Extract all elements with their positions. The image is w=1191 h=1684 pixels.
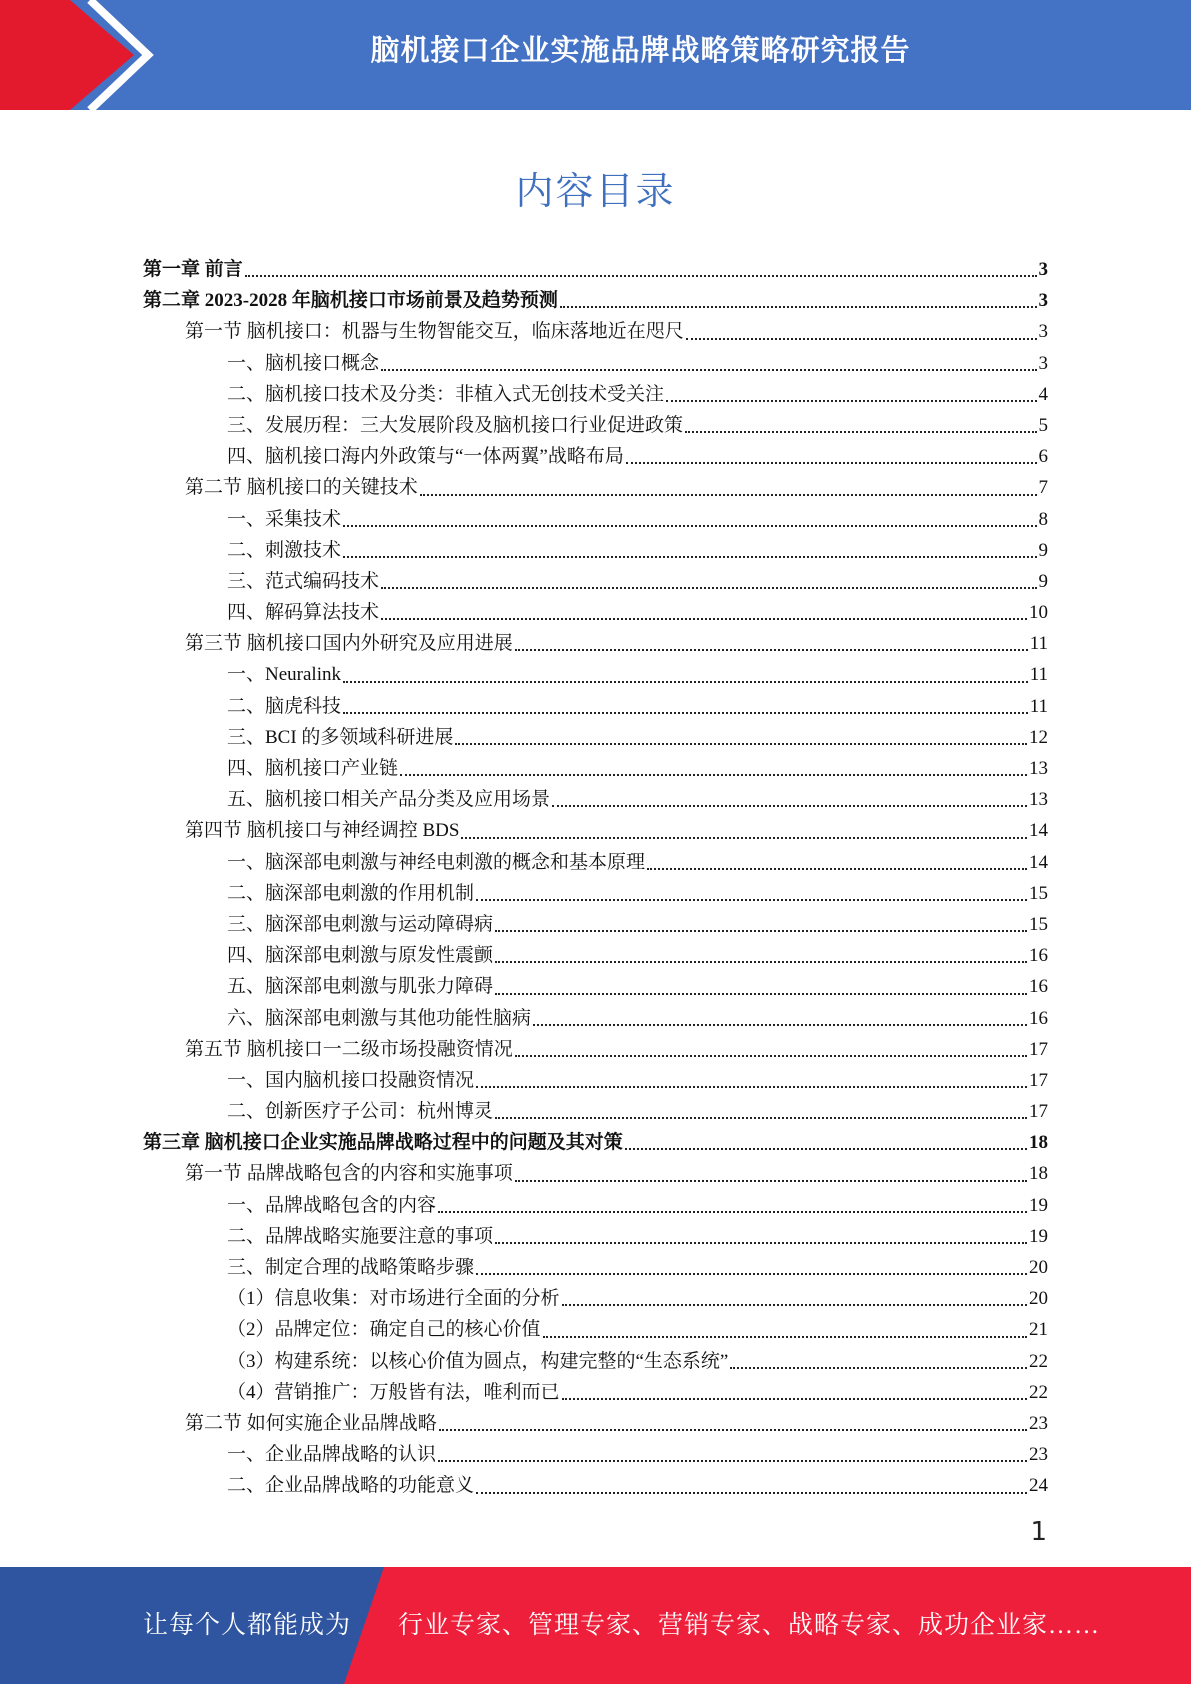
toc-entry[interactable] (143, 1408, 1048, 1439)
toc-leader-dots (381, 369, 1036, 371)
toc-entry-page: 13 (1029, 758, 1048, 779)
toc-leader-dots (420, 494, 1037, 496)
toc-entry[interactable] (143, 1314, 1048, 1345)
toc-entry-page: 22 (1029, 1381, 1048, 1403)
toc-entry[interactable] (143, 379, 1048, 410)
toc-entry-label: （3）构建系统：以核心价值为圆点，构建完整的“生态系统” (227, 1350, 729, 1372)
toc-leader-dots (562, 1304, 1027, 1306)
toc-leader-dots (381, 587, 1036, 589)
toc-entry-label: 二、脑深部电刺激的作用机制 (227, 882, 475, 904)
page-header (0, 0, 1191, 110)
toc-entry[interactable] (143, 971, 1048, 1002)
toc-entry[interactable] (143, 1377, 1048, 1408)
toc-entry-page: 9 (1038, 570, 1048, 592)
toc-entry[interactable] (143, 659, 1048, 690)
toc-entry-label: 二、企业品牌战略的功能意义 (227, 1475, 475, 1497)
toc-entry[interactable] (143, 1283, 1048, 1314)
toc-entry-label: 二、脑机接口技术及分类：非植入式无创技术受关注 (227, 383, 665, 405)
toc-entry[interactable] (143, 285, 1048, 316)
toc-entry-page: 7 (1038, 477, 1048, 499)
toc-entry-label: 第二章 2023-2028 年脑机接口市场前景及趋势预测 (143, 290, 558, 312)
page-footer (0, 1567, 1191, 1684)
toc-leader-dots (533, 1024, 1027, 1026)
toc-entry-page: 24 (1029, 1475, 1048, 1497)
toc-entry-label: （4）营销推广：万般皆有法，唯利而已 (227, 1381, 560, 1403)
chevron-arrow-icon (0, 0, 160, 110)
toc-entry-page: 20 (1029, 1257, 1048, 1278)
toc-entry-label: 第一节 品牌战略包含的内容和实施事项 (185, 1163, 513, 1185)
toc-entry-label: 第一章 前言 (143, 259, 243, 280)
toc-entry-label: 二、创新医疗子公司：杭州博灵 (227, 1101, 494, 1123)
toc-entry[interactable] (143, 535, 1048, 566)
page-number: 1 (1030, 1517, 1047, 1547)
toc-entry[interactable] (143, 316, 1048, 347)
toc-entry[interactable] (143, 1127, 1048, 1158)
toc-leader-dots (343, 681, 1028, 683)
table-of-contents (143, 254, 1048, 1502)
toc-entry[interactable] (143, 566, 1048, 597)
toc-entry-label: 第三节 脑机接口国内外研究及应用进展 (185, 633, 513, 655)
toc-entry[interactable] (143, 878, 1048, 909)
toc-leader-dots (461, 837, 1027, 839)
toc-entry-label: 第三章 脑机接口企业实施品牌战略过程中的问题及其对策 (143, 1132, 623, 1154)
toc-entry[interactable] (143, 410, 1048, 441)
toc-entry-page: 15 (1029, 882, 1048, 904)
toc-entry-page: 23 (1029, 1412, 1048, 1434)
toc-entry[interactable] (143, 1439, 1048, 1470)
toc-entry-page: 20 (1029, 1288, 1048, 1310)
toc-leader-dots (685, 431, 1036, 433)
toc-entry[interactable] (143, 348, 1048, 379)
toc-entry-label: （1）信息收集：对市场进行全面的分析 (227, 1288, 560, 1310)
toc-entry[interactable] (143, 1252, 1048, 1283)
toc-entry[interactable] (143, 1470, 1048, 1501)
toc-entry-page: 9 (1038, 539, 1048, 561)
toc-entry-label: 六、脑深部电刺激与其他功能性脑病 (227, 1007, 532, 1029)
toc-entry-page: 18 (1029, 1132, 1048, 1154)
toc-entry[interactable] (143, 722, 1048, 753)
toc-entry-page: 5 (1038, 414, 1048, 436)
toc-leader-dots (438, 1460, 1027, 1462)
toc-leader-dots (625, 1148, 1027, 1150)
toc-entry-page: 11 (1029, 664, 1048, 686)
toc-entry-page: 16 (1029, 1007, 1048, 1029)
toc-entry[interactable] (143, 909, 1048, 940)
toc-entry[interactable] (143, 472, 1048, 503)
toc-entry-page: 14 (1029, 820, 1048, 842)
toc-entry-page: 11 (1029, 633, 1048, 655)
toc-entry-label: 一、采集技术 (227, 508, 342, 530)
toc-entry-label: 一、国内脑机接口投融资情况 (227, 1069, 475, 1091)
toc-entry-label: 四、脑机接口海内外政策与“一体两翼”战略布局 (227, 446, 624, 468)
toc-leader-dots (495, 1117, 1027, 1119)
toc-entry[interactable] (143, 784, 1048, 815)
toc-leader-dots (686, 338, 1037, 340)
toc-leader-dots (495, 993, 1027, 995)
toc-entry-page: 19 (1029, 1194, 1048, 1216)
toc-entry-label: 第二节 脑机接口的关键技术 (185, 477, 418, 499)
toc-entry-page: 11 (1029, 695, 1048, 717)
toc-entry-page: 15 (1029, 913, 1048, 935)
toc-entry[interactable] (143, 1190, 1048, 1221)
toc-entry-label: 二、脑虎科技 (227, 695, 342, 717)
toc-leader-dots (400, 774, 1027, 776)
toc-entry-page: 17 (1029, 1038, 1048, 1060)
toc-entry-page: 3 (1038, 259, 1048, 280)
toc-entry[interactable] (143, 1346, 1048, 1377)
toc-entry-label: 一、脑深部电刺激与神经电刺激的概念和基本原理 (227, 851, 646, 873)
toc-entry[interactable] (143, 940, 1048, 971)
toc-entry-label: （2）品牌定位：确定自己的核心价值 (227, 1319, 541, 1341)
toc-leader-dots (343, 712, 1028, 714)
toc-entry-label: 一、企业品牌战略的认识 (227, 1444, 437, 1466)
toc-entry-page: 21 (1029, 1319, 1048, 1341)
toc-leader-dots (476, 1492, 1027, 1494)
toc-entry[interactable] (143, 1065, 1048, 1096)
toc-entry-label: 二、刺激技术 (227, 539, 342, 561)
toc-entry-page: 12 (1029, 726, 1048, 748)
toc-entry-label: 第五节 脑机接口一二级市场投融资情况 (185, 1038, 513, 1060)
toc-leader-dots (552, 805, 1027, 807)
toc-entry-label: 四、脑机接口产业链 (227, 758, 399, 779)
toc-entry[interactable] (143, 1221, 1048, 1252)
toc-leader-dots (666, 400, 1036, 402)
toc-entry[interactable] (143, 847, 1048, 878)
toc-entry-page: 8 (1038, 508, 1048, 530)
toc-entry-page: 3 (1038, 352, 1048, 374)
toc-entry-page: 19 (1029, 1225, 1048, 1247)
toc-leader-dots (560, 306, 1037, 308)
toc-entry-label: 三、脑深部电刺激与运动障碍病 (227, 913, 494, 935)
toc-leader-dots (455, 743, 1027, 745)
toc-entry-page: 10 (1029, 602, 1048, 624)
toc-entry-label: 第二节 如何实施企业品牌战略 (185, 1412, 437, 1434)
toc-leader-dots (515, 1180, 1027, 1182)
toc-leader-dots (626, 462, 1037, 464)
toc-leader-dots (495, 1242, 1027, 1244)
toc-leader-dots (439, 1429, 1027, 1431)
toc-entry-label: 三、发展历程：三大发展阶段及脑机接口行业促进政策 (227, 414, 684, 436)
toc-entry[interactable] (143, 441, 1048, 472)
toc-entry-label: 四、脑深部电刺激与原发性震颤 (227, 945, 494, 967)
toc-entry-label: 三、范式编码技术 (227, 570, 380, 592)
toc-entry[interactable] (143, 1003, 1048, 1034)
toc-entry-page: 16 (1029, 976, 1048, 998)
footer-slogan-right: 行业专家、管理专家、营销专家、战略专家、成功企业家…… (398, 1612, 1101, 1639)
toc-leader-dots (476, 1273, 1027, 1275)
toc-entry-page: 3 (1038, 290, 1048, 312)
toc-leader-dots (343, 525, 1036, 527)
toc-entry-page: 6 (1038, 446, 1048, 468)
toc-leader-dots (381, 618, 1027, 620)
toc-entry-label: 一、Neuralink (227, 664, 341, 686)
toc-entry-page: 18 (1029, 1163, 1048, 1185)
toc-entry-label: 二、品牌战略实施要注意的事项 (227, 1225, 494, 1247)
toc-leader-dots (495, 961, 1027, 963)
toc-entry-page: 22 (1029, 1350, 1048, 1372)
footer-slogan-left: 让每个人都能成为 (143, 1612, 352, 1639)
toc-entry[interactable] (143, 691, 1048, 722)
toc-leader-dots (476, 1086, 1027, 1088)
toc-entry-page: 23 (1029, 1444, 1048, 1466)
toc-entry-label: 五、脑机接口相关产品分类及应用场景 (227, 789, 551, 811)
toc-entry-page: 4 (1038, 383, 1048, 405)
toc-leader-dots (495, 930, 1027, 932)
toc-entry-label: 第四节 脑机接口与神经调控 BDS (185, 820, 460, 842)
toc-leader-dots (438, 1211, 1027, 1213)
toc-entry-label: 一、脑机接口概念 (227, 352, 380, 374)
toc-entry[interactable] (143, 597, 1048, 628)
toc-entry-page: 13 (1029, 789, 1048, 811)
toc-entry-page: 3 (1038, 321, 1048, 343)
toc-leader-dots (730, 1367, 1027, 1369)
toc-leader-dots (543, 1336, 1027, 1338)
toc-leader-dots (515, 649, 1028, 651)
toc-leader-dots (562, 1398, 1027, 1400)
toc-entry-label: 一、品牌战略包含的内容 (227, 1194, 437, 1216)
toc-entry-label: 第一节 脑机接口：机器与生物智能交互，临床落地近在咫尺 (185, 321, 684, 343)
toc-entry[interactable] (143, 1034, 1048, 1065)
toc-entry[interactable] (143, 1096, 1048, 1127)
toc-entry-page: 14 (1029, 851, 1048, 873)
toc-entry[interactable] (143, 628, 1048, 659)
toc-entry[interactable] (143, 254, 1048, 285)
toc-entry-page: 17 (1029, 1101, 1048, 1123)
toc-entry-label: 五、脑深部电刺激与肌张力障碍 (227, 976, 494, 998)
toc-leader-dots (343, 556, 1036, 558)
toc-leader-dots (245, 275, 1037, 277)
toc-entry-page: 16 (1029, 945, 1048, 967)
toc-entry-label: 三、BCI 的多领域科研进展 (227, 726, 454, 748)
toc-entry[interactable] (143, 1158, 1048, 1189)
report-title: 脑机接口企业实施品牌战略策略研究报告 (370, 33, 911, 67)
toc-entry-page: 17 (1029, 1069, 1048, 1091)
toc-entry[interactable] (143, 504, 1048, 535)
toc-leader-dots (476, 899, 1027, 901)
toc-leader-dots (647, 868, 1027, 870)
toc-entry-label: 三、制定合理的战略策略步骤 (227, 1257, 475, 1278)
toc-entry[interactable] (143, 753, 1048, 784)
toc-entry-label: 四、解码算法技术 (227, 602, 380, 624)
toc-heading: 内容目录 (515, 169, 676, 213)
toc-leader-dots (515, 1055, 1027, 1057)
toc-entry[interactable] (143, 815, 1048, 846)
